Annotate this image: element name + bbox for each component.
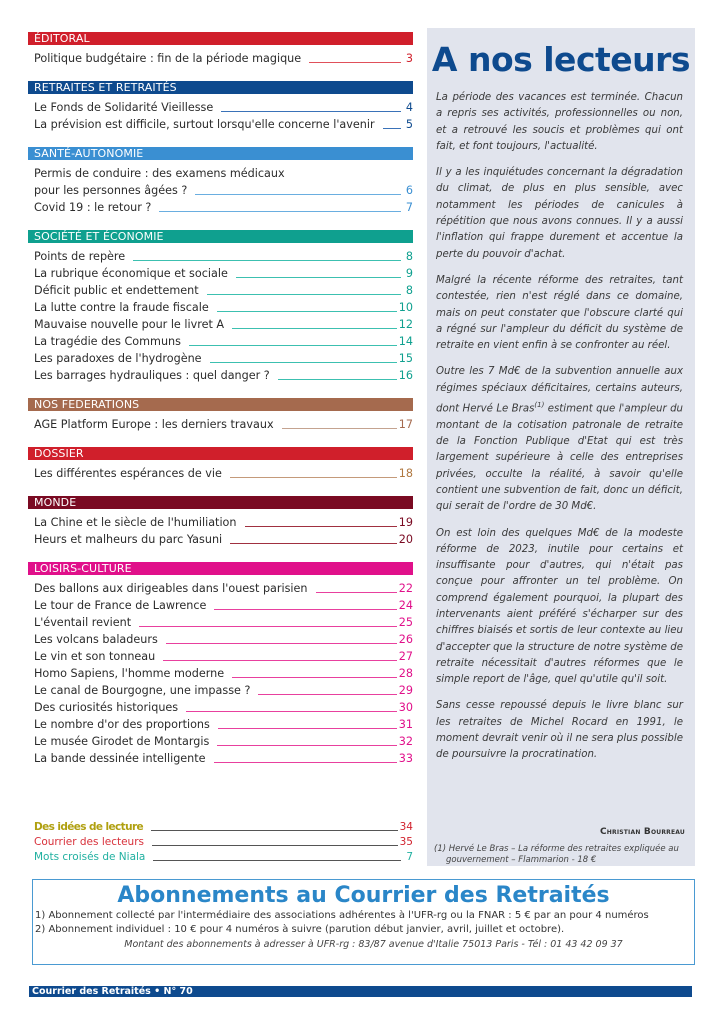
leader-line [166,643,397,644]
leader-line [153,860,401,861]
section-heading: NOS FEDERATIONS [28,398,413,411]
toc-entry[interactable] [34,648,413,665]
entry-title: Le nombre d'or des proportions [34,718,210,731]
toc-entry[interactable] [34,750,413,767]
toc-entry[interactable] [34,682,413,699]
entry-title: Courrier des lecteurs [34,836,144,848]
section-entries [28,460,413,482]
entry-page-number: 7 [406,851,413,863]
entry-page-number: 17 [398,418,413,431]
leader-line [207,294,401,295]
toc-entry[interactable] [34,367,413,384]
entry-title: Le canal de Bourgogne, une impasse ? [34,684,251,697]
section-heading: LOISIRS-CULTURE [28,562,413,575]
entry-title: Des ballons aux dirigeables dans l'ouest parisien [34,582,308,595]
toc-entry[interactable] [34,514,413,531]
entry-page-number: 24 [398,599,413,612]
entry-title: La Chine et le siècle de l'humiliation [34,516,237,529]
section-entries [28,160,413,216]
entry-page-number: 33 [398,752,413,765]
entry-title: Les barrages hydrauliques : quel danger ? [34,369,270,382]
entry-page-number: 16 [398,369,413,382]
section-heading: DOSSIER [28,447,413,460]
entry-page-number: 7 [405,201,413,214]
toc-entry[interactable] [34,248,413,265]
leader-line [232,677,397,678]
toc-entry[interactable] [34,99,413,116]
leader-line [258,694,396,695]
editorial-text: Outre les 7 Md€ de la subvention annuelle aux régimes spéciaux déficitaires, certains auteurs, dont Hervé Le Bras [436,366,683,415]
editorial-paragraph-with-note [436,364,683,515]
toc-entry[interactable] [34,716,413,733]
toc-entry[interactable] [34,265,413,282]
toc-section [28,81,413,133]
leader-line [282,428,397,429]
editorial-text: estiment que l'ampleur du montant de la cotisation patronale de retraite de la Fonction Publique d'Etat qui est très largement supérieure à celle des entreprises privées, occulte la réalité, à savoir qu'elle contient une subvention de fait, donc un déficit, qui serait de l'ordre de 30 Md€. [436,403,684,513]
entry-page-number: 26 [398,633,413,646]
toc-section [28,398,413,433]
leader-line [218,728,397,729]
section-entries [28,94,413,133]
toc-entry[interactable] [34,333,413,350]
entry-title: La bande dessinée intelligente [34,752,206,765]
entry-title: La prévision est difficile, surtout lorsqu'elle concerne l'avenir [34,118,375,131]
toc-entry[interactable] [34,614,413,631]
leader-line [189,345,397,346]
entry-page-number: 9 [405,267,413,280]
entry-title: Le Fonds de Solidarité Vieillesse [34,101,214,114]
entry-page-number: 30 [398,701,413,714]
toc-section [28,496,413,548]
entry-title: L'éventail revient [34,616,132,629]
entry-title: La lutte contre la fraude fiscale [34,301,209,314]
entry-page-number: 25 [398,616,413,629]
subscription-box [32,879,695,965]
entry-title: Heurs et malheurs du parc Yasuni [34,533,223,546]
toc-extra-entry[interactable] [34,820,413,835]
leader-line [236,277,401,278]
leader-line [245,526,397,527]
entry-page-number: 31 [398,718,413,731]
entry-page-number: 20 [398,533,413,546]
entry-page-number: 29 [398,684,413,697]
toc-section [28,447,413,482]
footer-bar: Courrier des Retraités • N° 70 [29,986,692,997]
entry-page-number: 8 [405,284,413,297]
entry-title: Le musée Girodet de Montargis [34,735,210,748]
toc-entry[interactable] [34,116,413,133]
entry-title: Le tour de France de Lawrence [34,599,207,612]
editorial-signature: Christian Bourreau [599,827,685,837]
subscription-title: Abonnements au Courrier des Retraités [117,883,610,908]
toc-extra-entry[interactable] [34,850,413,865]
leader-line [152,845,398,846]
leader-line [195,194,401,195]
leader-line [186,711,397,712]
section-entries [28,411,413,433]
toc-entry[interactable] [34,597,413,614]
entry-title: Les volcans baladeurs [34,633,158,646]
entry-page-number: 34 [399,821,413,833]
section-heading: SOCIÉTÉ ET ÉCONOMIE [28,230,413,243]
section-entries [28,575,413,767]
leader-line [214,762,397,763]
leader-line [151,830,398,831]
toc-section [28,562,413,767]
leader-line [383,128,401,129]
section-heading: ÉDITORAL [28,32,413,45]
entry-title: AGE Platform Europe : les derniers travaux [34,418,274,431]
leader-line [217,311,397,312]
entry-page-number: 35 [399,836,413,848]
footnote [434,844,689,866]
leader-line [159,211,401,212]
entry-page-number: 22 [398,582,413,595]
section-heading: MONDE [28,496,413,509]
toc-entry[interactable] [34,580,413,597]
entry-page-number: 15 [398,352,413,365]
editorial-paragraph: On est loin des quelques Md€ de la modeste réforme de 2023, inutile pour certains et insuffisante pour d'autres, qui n'était pas conçue pour affronter un tel problème. On comprend également pourquoi, la plupart des intervenants aient préféré s'écharper sur des chiffres biaisés et sortis de leur contexte au lieu d'accepter que la structure de notre système de retraite nécessitait d'autres réformes que le simple report de l'âge, quel qu'utile qu'il soit. [436,527,683,686]
entry-page-number: 5 [405,118,413,131]
table-of-contents [28,32,413,781]
editorial-body [427,84,695,764]
entry-page-number: 27 [398,650,413,663]
editorial-paragraph: Il y a les inquiétudes concernant la dégradation du climat, de plus en plus sensible, avec notamment les périodes de canicules à répétition que nous avons connues. Il y a aussi l'inflation qui frappe durement et accentue la perte du pouvoir d'achat. [436,167,683,260]
entry-title: Mots croisés de Niala [34,851,146,863]
toc-section [28,147,413,216]
toc-entry[interactable] [34,350,413,367]
toc-entry[interactable] [34,316,413,333]
entry-page-number: 32 [398,735,413,748]
leader-line [210,362,397,363]
leader-line [133,260,401,261]
entry-page-number: 12 [398,318,413,331]
editorial-title: A nos lecteurs [431,40,691,79]
toc-entry[interactable] [34,465,413,482]
subscription-address: Montant des abonnements à adresser à UFR-rg : 83/87 avenue d'Italie 75013 Paris - Tél : 01 43 42 09 37 [124,939,623,950]
entry-title: La rubrique économique et sociale [34,267,228,280]
subscription-option: 1) Abonnement collecté par l'intermédiaire des associations adhérentes à l'UFR-rg ou la FNAR : 5 € par an pour 4 numéros [35,910,649,921]
subscription-option: 2) Abonnement individuel : 10 € pour 4 numéros à suivre (parution début janvier, avril, juillet et octobre). [35,924,565,935]
entry-title: Des curiosités historiques [34,701,179,714]
entry-title: La tragédie des Communs [34,335,181,348]
entry-page-number: 8 [405,250,413,263]
leader-line [232,328,397,329]
leader-line [309,62,401,63]
footnote-reference[interactable]: (1) [534,401,545,410]
toc-extras [34,820,413,865]
entry-page-number: 18 [398,467,413,480]
leader-line [163,660,397,661]
entry-page-number: 6 [405,184,413,197]
section-heading: RETRAITES ET RETRAITÉS [28,81,413,94]
editorial-paragraph: Sans cesse repoussé depuis le livre blanc sur les retraites de Michel Rocard en 1991, le moment devrait venir où il ne sera plus possible de poursuivre la procratination. [436,700,683,761]
toc-entry[interactable] [34,733,413,750]
editorial-paragraph: La période des vacances est terminée. Chacun a repris ses activités, professionnelles ou non, et a retrouvé les soucis et problèmes qui ont fait, et font toujours, l'actualité. [436,92,683,152]
entry-title: Politique budgétaire : fin de la période magique [34,52,302,65]
entry-title: Covid 19 : le retour ? [34,201,152,214]
entry-title: Les paradoxes de l'hydrogène [34,352,202,365]
leader-line [139,626,397,627]
entry-title: Homo Sapiens, l'homme moderne [34,667,225,680]
toc-entry[interactable] [34,416,413,433]
leader-line [217,745,396,746]
toc-entry[interactable] [34,282,413,299]
entry-page-number: 28 [398,667,413,680]
section-entries [28,509,413,548]
footnote-line: (1) Hervé Le Bras – La réforme des retraites expliquée au [434,844,679,854]
toc-entry[interactable] [34,182,413,199]
leader-line [221,111,401,112]
entry-page-number: 4 [405,101,413,114]
leader-line [230,543,397,544]
entry-page-number: 10 [398,301,413,314]
entry-title: Permis de conduire : des examens médicaux [34,167,285,180]
section-heading: SANTÉ-AUTONOMIE [28,147,413,160]
toc-entry[interactable] [34,299,413,316]
leader-line [278,379,397,380]
toc-entry[interactable] [34,631,413,648]
footnote-line: gouvernement – Flammarion - 18 € [446,855,597,865]
entry-title: Déficit public et endettement [34,284,199,297]
toc-entry[interactable] [34,165,413,182]
toc-section [28,32,413,67]
leader-line [230,477,397,478]
editorial-box [427,28,695,866]
leader-line [316,592,397,593]
section-entries [28,243,413,384]
section-entries [28,45,413,67]
entry-page-number: 3 [405,52,413,65]
toc-extra-entry[interactable] [34,835,413,850]
editorial-paragraph: Malgré la récente réforme des retraites, tant contestée, rien n'est réglé dans ce domaine, mais on peut constater que l'obscure clarté qui a régné sur l'ampleur du déficit du système de retraite en vient enfin à se confronter au réel. [436,274,683,352]
toc-entry[interactable] [34,531,413,548]
entry-title: Le vin et son tonneau [34,650,156,663]
entry-title: pour les personnes âgées ? [34,184,188,197]
entry-title: Des idées de lecture [34,821,144,833]
entry-page-number: 19 [398,516,413,529]
toc-entry[interactable] [34,699,413,716]
entry-title: Les différentes espérances de vie [34,467,222,480]
toc-section [28,230,413,384]
toc-entry[interactable] [34,50,413,67]
entry-title: Points de repère [34,250,126,263]
entry-title: Mauvaise nouvelle pour le livret A [34,318,225,331]
toc-entry[interactable] [34,199,413,216]
toc-entry[interactable] [34,665,413,682]
entry-page-number: 14 [398,335,413,348]
leader-line [214,609,396,610]
